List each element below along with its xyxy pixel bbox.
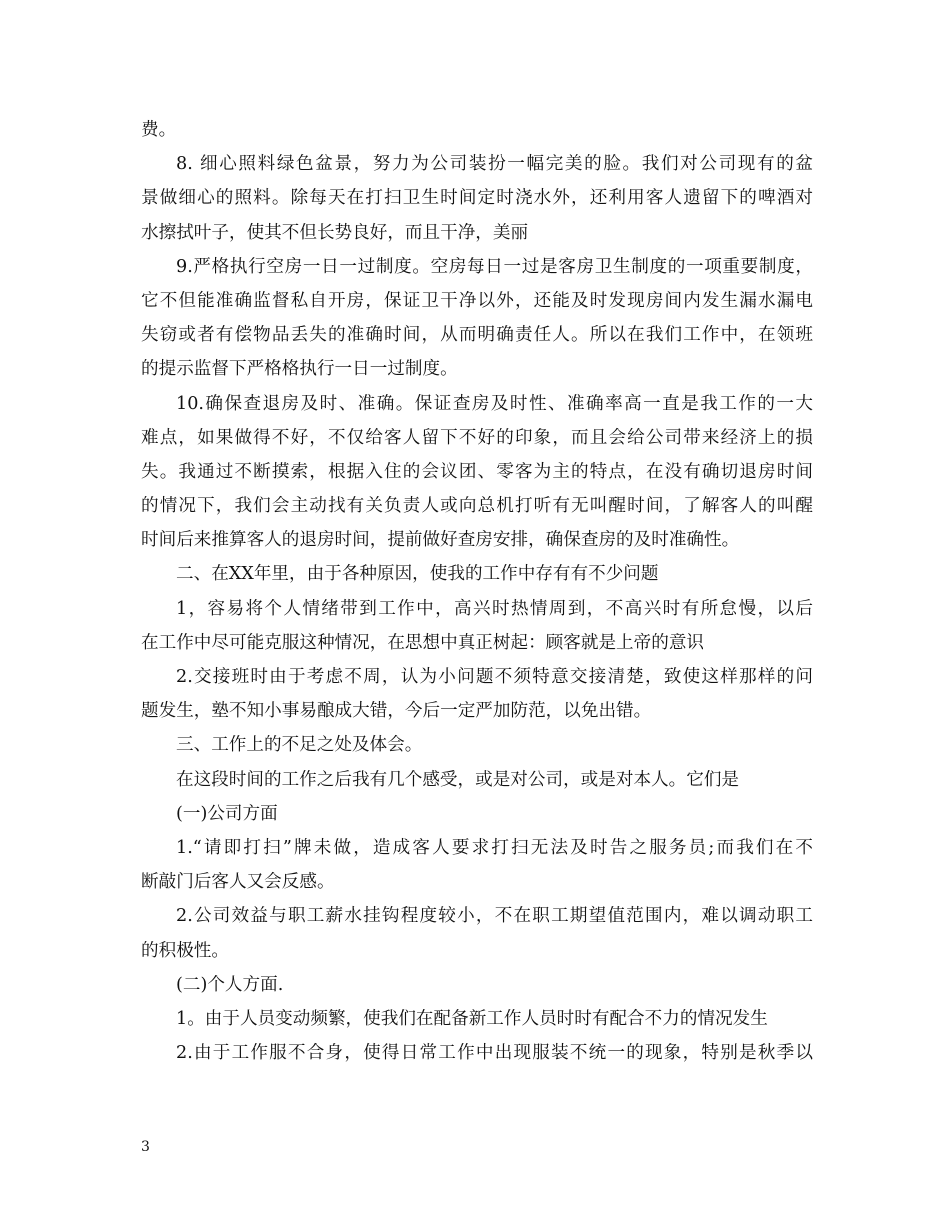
page-number: 3 bbox=[141, 1139, 150, 1155]
text-line: 1.“请即打扫”牌未做，造成客人要求打扫无法及时告之服务员;而我们在不 bbox=[176, 837, 813, 858]
text-line: 在这段时间的工作之后我有几个感受，或是对公司，或是对本人。它们是 bbox=[176, 769, 740, 790]
text-line: 2.交接班时由于考虑不周，认为小问题不须特意交接清楚，致使这样那样的问 bbox=[176, 667, 813, 687]
text-line: 难点，如果做得不好，不仅给客人留下不好的印象，而且会给公司带来经济上的损 bbox=[141, 427, 813, 448]
text-line: 的提示监督下严格格执行一日一过制度。 bbox=[141, 359, 458, 380]
text-line: 2.由于工作服不合身，使得日常工作中出现服装不统一的现象，特别是秋季以 bbox=[176, 1043, 813, 1064]
text-line: 水擦拭叶子，使其不但长势良好，而且干净，美丽 bbox=[141, 222, 529, 243]
text-line: 8. 细心照料绿色盆景，努力为公司装扮一幅完美的脸。我们对公司现有的盆 bbox=[176, 154, 813, 175]
text-line: 10.确保查退房及时、准确。保证查房及时性、准确率高一直是我工作的一大 bbox=[176, 393, 813, 414]
text-line: 费。 bbox=[141, 120, 177, 140]
text-line: 在工作中尽可能克服这种情况，在思想中真正树起：顾客就是上帝的意识 bbox=[141, 632, 705, 653]
text-line: 景做细心的照料。除每天在打扫卫生时间定时浇水外，还利用客人遗留下的啤酒对 bbox=[141, 188, 813, 209]
text-line: 9.严格执行空房一日一过制度。空房每日一过是客房卫生制度的一项重要制度， bbox=[176, 256, 813, 277]
text-line: 1，容易将个人情绪带到工作中，高兴时热情周到，不高兴时有所怠慢，以后 bbox=[176, 598, 813, 619]
text-line: 的积极性。 bbox=[141, 940, 229, 961]
text-line: 时间后来推算客人的退房时间，提前做好查房安排，确保查房的及时准确性。 bbox=[141, 530, 740, 551]
text-line: 的情况下，我们会主动找有关负责人或向总机打听有无叫醒时间，了解客人的叫醒 bbox=[141, 496, 813, 517]
section-heading: 三、工作上的不足之处及体会。 bbox=[176, 735, 423, 756]
text-line: 1。由于人员变动频繁，使我们在配备新工作人员时时有配合不力的情况发生 bbox=[176, 1008, 768, 1029]
text-line: 它不但能准确监督私自开房，保证卫干净以外，还能及时发现房间内发生漏水漏电 bbox=[141, 290, 813, 311]
subsection-heading: (一)公司方面 bbox=[176, 803, 278, 824]
section-heading: 二、在XX年里，由于各种原因，使我的工作中存有有不少问题 bbox=[176, 564, 659, 585]
text-line: 失。我通过不断摸索，根据入住的会议团、零客为主的特点，在没有确切退房时间 bbox=[141, 461, 813, 482]
document-body bbox=[141, 113, 813, 1070]
text-line: 题发生，塾不知小事易酿成大错，今后一定严加防范，以免出错。 bbox=[141, 701, 652, 722]
subsection-heading: (二)个人方面. bbox=[176, 974, 284, 995]
text-line: 2.公司效益与职工薪水挂钩程度较小，不在职工期望值范围内，难以调动职工 bbox=[176, 906, 813, 927]
text-line: 断敲门后客人又会反感。 bbox=[141, 872, 335, 893]
text-line: 失窃或者有偿物品丢失的准确时间，从而明确责任人。所以在我们工作中，在领班 bbox=[141, 325, 813, 346]
